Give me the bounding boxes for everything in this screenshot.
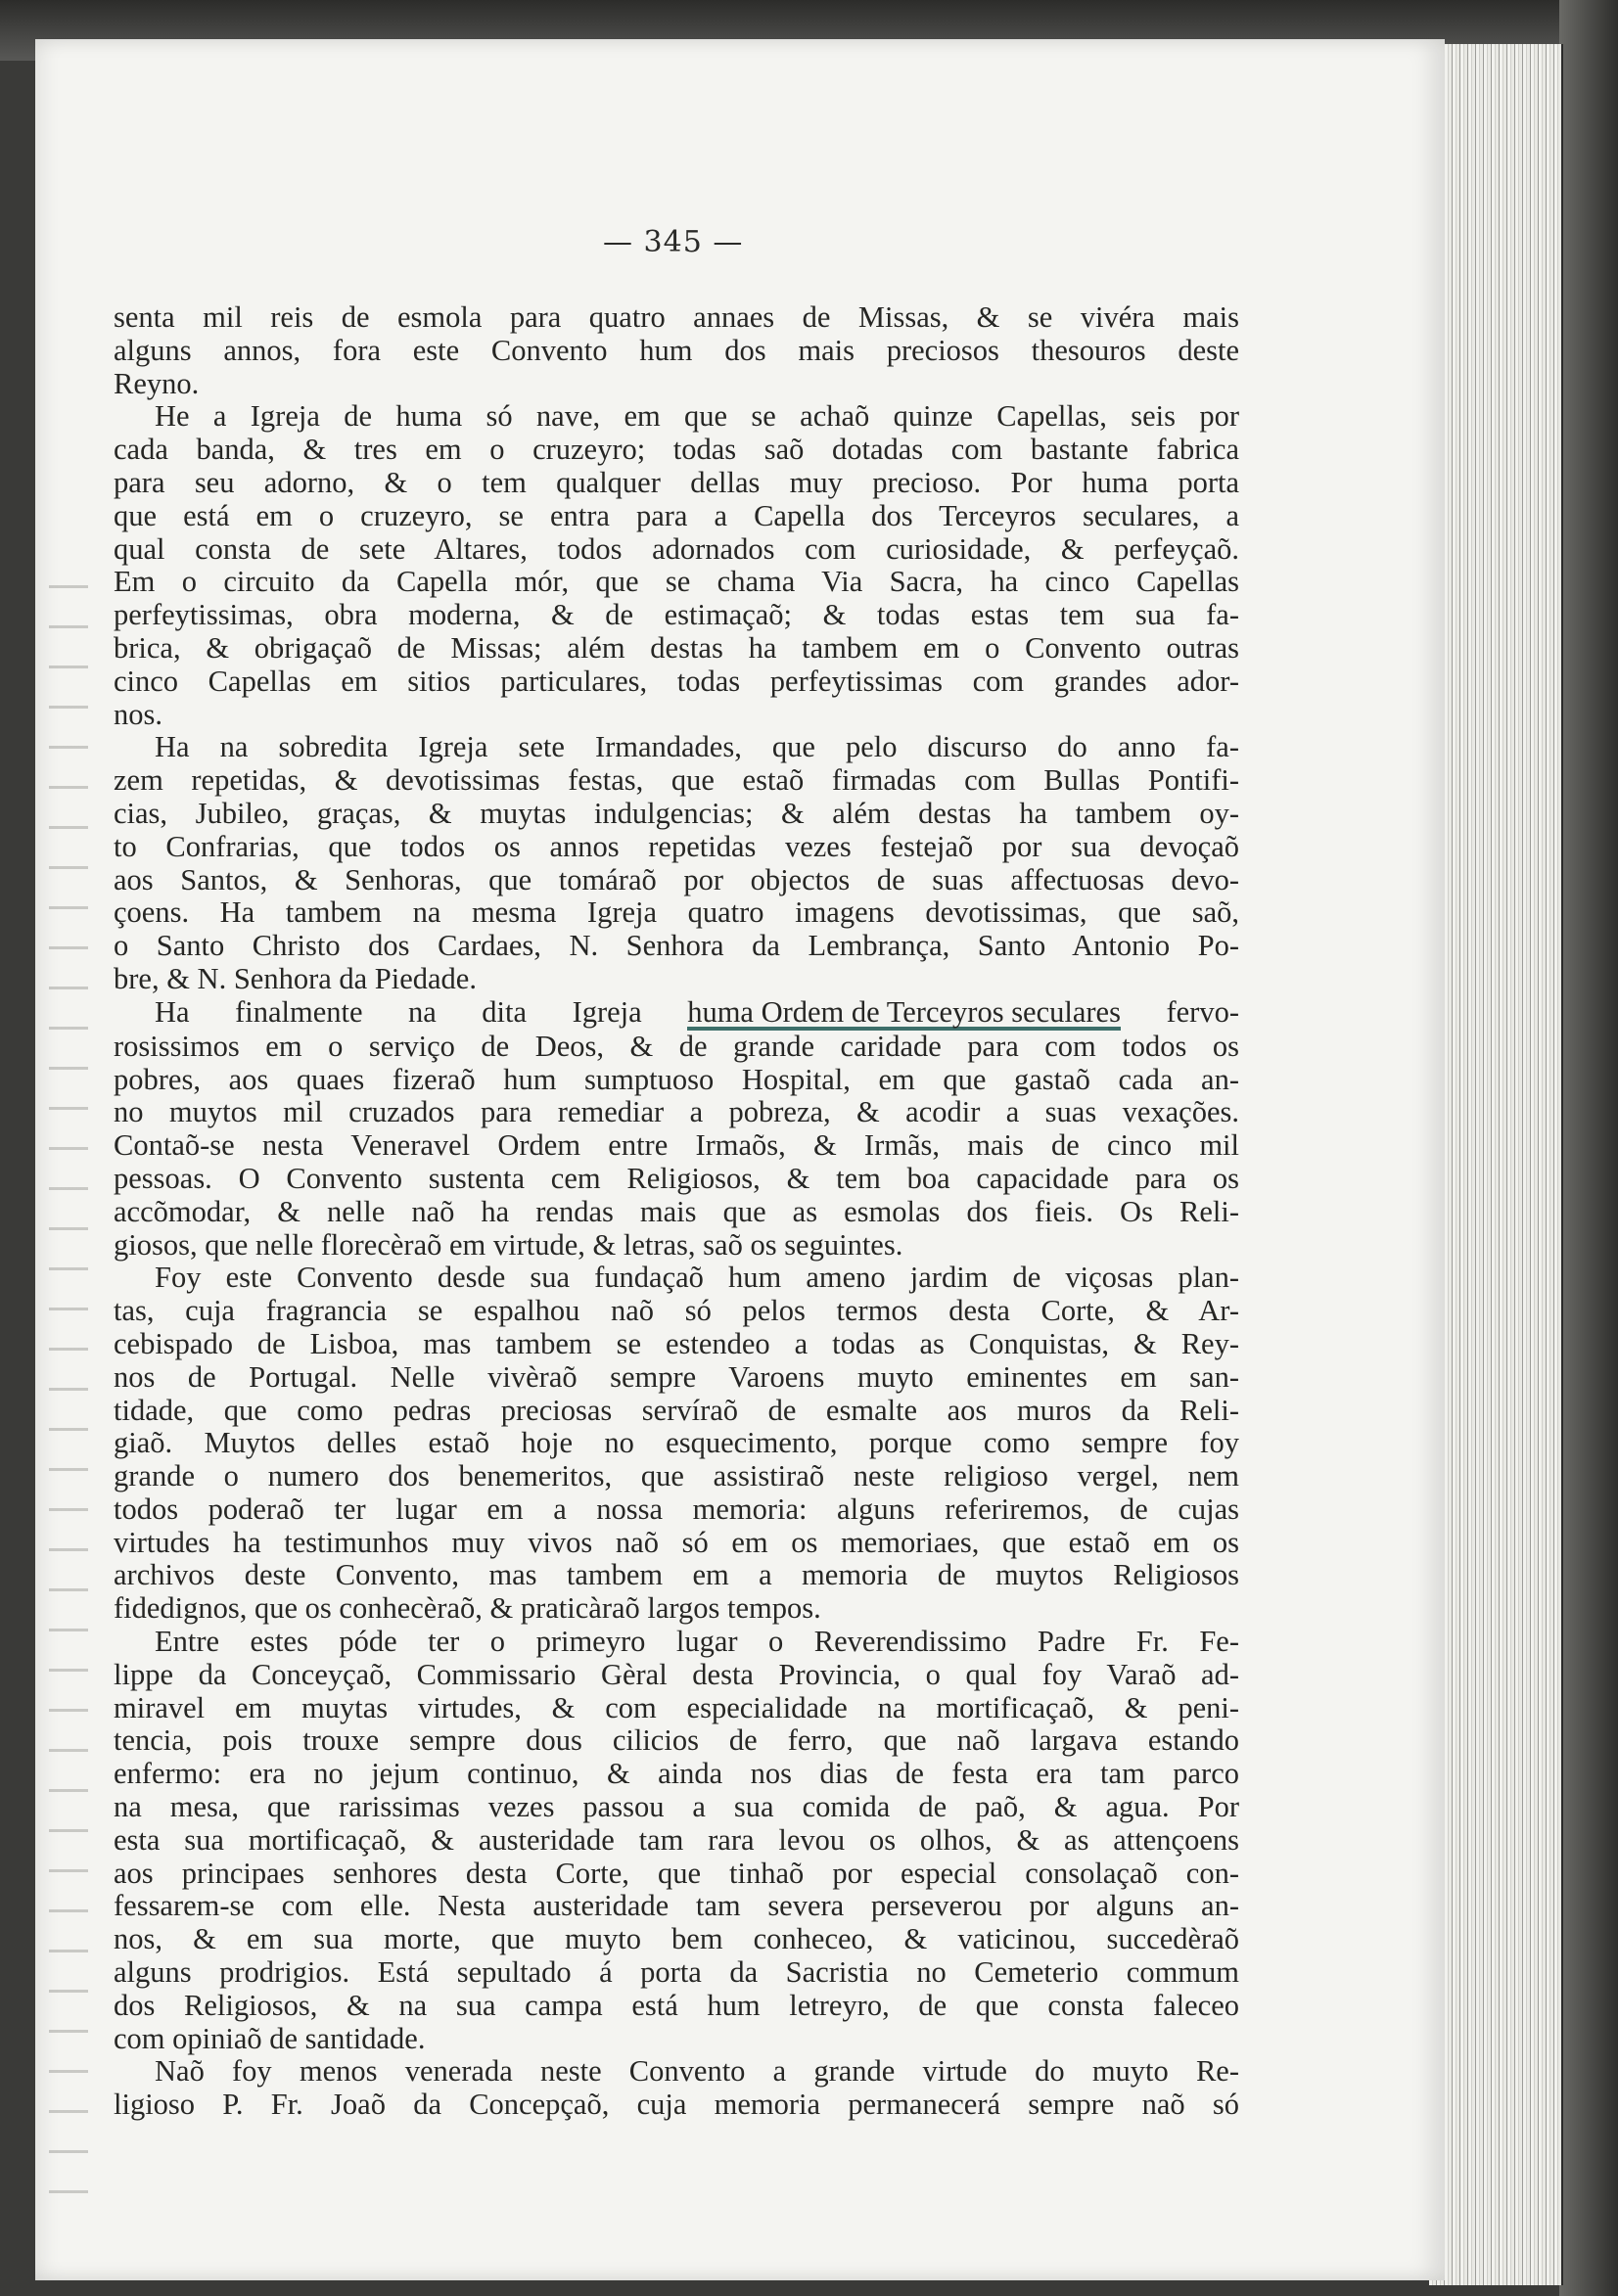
text-line: rosissimos em o serviço de Deos, & de grande caridade para com todos os	[114, 1029, 1239, 1063]
text-line: lippe da Conceyçaõ, Commissario Gèral desta Provincia, o qual foy Varaõ ad-	[114, 1657, 1239, 1691]
text-line: Foy este Convento desde sua fundaçaõ hum ameno jardim de viçosas plan-	[155, 1261, 1239, 1295]
text-line: aos Santos, & Senhoras, que tomáraõ por objectos de suas affectuosas devo-	[114, 862, 1239, 896]
book-page	[35, 39, 1445, 2280]
text-line: Em o circuito da Capella mór, que se chama Via Sacra, ha cinco Capellas	[114, 565, 1239, 599]
text-line: to Confrarias, que todos os annos repetidas vezes festejaõ por sua devoçaõ	[114, 829, 1239, 863]
text-line: pessoas. O Convento sustenta cem Religiosos, & tem boa capacidade para os	[114, 1161, 1239, 1195]
text-line: ligioso P. Fr. Joaõ da Concepçaõ, cuja memoria permanecerá sempre naõ só	[114, 2088, 1239, 2122]
page-number: — 345 —	[603, 225, 744, 259]
text-line: brica, & obrigaçaõ de Missas; além destas ha tambem em o Convento outras	[114, 630, 1239, 665]
text-line: archivos deste Convento, mas tambem em a memoria de muytos Religiosos	[114, 1558, 1239, 1592]
text-line: qual consta de sete Altares, todos adornados com curiosidade, & perfeyçaõ.	[114, 531, 1239, 566]
text-line: tidade, que como pedras preciosas servíraõ de esmalte aos muros da Reli-	[114, 1393, 1239, 1427]
text-line: Contaõ-se nesta Veneravel Ordem entre Irmaõs, & Irmãs, mais de cinco mil	[114, 1128, 1239, 1163]
text-line: bre, & N. Senhora da Piedade.	[114, 961, 477, 995]
text-line: Reyno.	[114, 366, 200, 400]
text-line: cebispado de Lisboa, mas tambem se estendeo a todas as Conquistas, & Rey-	[114, 1326, 1239, 1360]
text-segment: fervo-	[1120, 994, 1239, 1029]
book-page-edges	[1429, 44, 1563, 2285]
text-line: çoens. Ha tambem na mesma Igreja quatro imagens devotissimas, que saõ,	[114, 895, 1239, 930]
text-line: tencia, pois trouxe sempre dous cilicios de ferro, que naõ largava estando	[114, 1723, 1239, 1758]
text-line: grande o numero dos benemeritos, que assistiraõ neste religioso vergel, nem	[114, 1459, 1239, 1493]
text-line: na mesa, que rarissimas vezes passou a sua comida de paõ, & agua. Por	[114, 1790, 1239, 1824]
text-line: para seu adorno, & o tem qualquer dellas muy precioso. Por huma porta	[114, 465, 1239, 499]
text-line: que está em o cruzeyro, se entra para a Capella dos Terceyros seculares, a	[114, 498, 1239, 532]
text-line: virtudes ha testimunhos muy vivos naõ só em os memoriaes, que estaõ em os	[114, 1525, 1239, 1559]
text-line: He a Igreja de huma só nave, em que se achaõ quinze Capellas, seis por	[155, 399, 1239, 434]
text-line: alguns prodrigios. Está sepultado á porta da Sacristia no Cemeterio commum	[114, 1955, 1239, 1990]
text-line: Naõ foy menos venerada neste Convento a grande virtude do muyto Re-	[155, 2054, 1239, 2089]
text-line: fessarem-se com elle. Nesta austeridade tam severa perseverou por alguns an-	[114, 1889, 1239, 1923]
text-line: miravel em muytas virtudes, & com especialidade na mortificaçaõ, & peni-	[114, 1690, 1239, 1724]
text-line: perfeytissimas, obra moderna, & de estimaçaõ; & todas estas tem sua fa-	[114, 598, 1239, 632]
text-line: Entre estes póde ter o primeyro lugar o Reverendissimo Padre Fr. Fe-	[155, 1625, 1239, 1659]
text-line: dos Religiosos, & na sua campa está hum letreyro, de que consta faleceo	[114, 1988, 1239, 2022]
text-line: nos de Portugal. Nelle vivèraõ sempre Varoens muyto eminentes em san-	[114, 1359, 1239, 1394]
text-line: alguns annos, fora este Convento hum dos mais preciosos thesouros deste	[114, 333, 1239, 367]
text-line: nos.	[114, 697, 162, 731]
text-segment: Ha finalmente na dita Igreja	[155, 994, 688, 1029]
text-line: cinco Capellas em sitios particulares, todas perfeytissimas com grandes ador-	[114, 664, 1239, 698]
text-line: giaõ. Muytos delles estaõ hoje no esquecimento, porque como sempre foy	[114, 1426, 1239, 1460]
text-line: nos, & em sua morte, que muyto bem conheceo, & vaticinou, succedèraõ	[114, 1922, 1239, 1956]
text-line: cada banda, & tres em o cruzeyro; todas saõ dotadas com bastante fabrica	[114, 433, 1239, 467]
text-line: o Santo Christo dos Cardaes, N. Senhora da Lembrança, Santo Antonio Po-	[114, 929, 1239, 963]
text-line: aos principaes senhores desta Corte, que tinhaõ por especial consolaçaõ con-	[114, 1856, 1239, 1890]
text-line: fidedignos, que os conhecèraõ, & praticàraõ largos tempos.	[114, 1591, 821, 1626]
text-line: accõmodar, & nelle naõ ha rendas mais que as esmolas dos fieis. Os Reli-	[114, 1194, 1239, 1228]
text-line: todos poderaõ ter lugar em a nossa memoria: alguns referiremos, de cujas	[114, 1492, 1239, 1526]
text-line: senta mil reis de esmola para quatro annaes de Missas, & se vivéra mais	[114, 300, 1239, 334]
text-line: no muytos mil cruzados para remediar a pobreza, & acodir a suas vexações.	[114, 1095, 1239, 1129]
text-line: tas, cuja fragrancia se espalhou naõ só pelos termos desta Corte, & Ar-	[114, 1294, 1239, 1328]
text-line: esta sua mortificaçaõ, & austeridade tam rara levou os olhos, & as attençoens	[114, 1822, 1239, 1857]
text-line-underlined	[114, 996, 1239, 1031]
text-line: Ha na sobredita Igreja sete Irmandades, que pelo discurso do anno fa-	[155, 730, 1239, 764]
binding-gutter	[49, 548, 88, 2212]
text-line: giosos, que nelle florecèraõ em virtude, & letras, saõ os seguintes.	[114, 1227, 903, 1262]
body-text	[114, 301, 1239, 2122]
scan-frame-right	[1559, 0, 1618, 2296]
text-line: pobres, aos quaes fizeraõ hum sumptuoso Hospital, em que gastaõ cada an-	[114, 1062, 1239, 1096]
text-line: enfermo: era no jejum continuo, & ainda nos dias de festa era tam parco	[114, 1757, 1239, 1791]
underlined-phrase: huma Ordem de Terceyros seculares	[687, 994, 1121, 1029]
text-line: cias, Jubileo, graças, & muytas indulgencias; & além destas ha tambem oy-	[114, 796, 1239, 830]
text-line: com opiniaõ de santidade.	[114, 2021, 426, 2055]
text-line: zem repetidas, & devotissimas festas, que estaõ firmadas com Bullas Pontifi-	[114, 763, 1239, 798]
